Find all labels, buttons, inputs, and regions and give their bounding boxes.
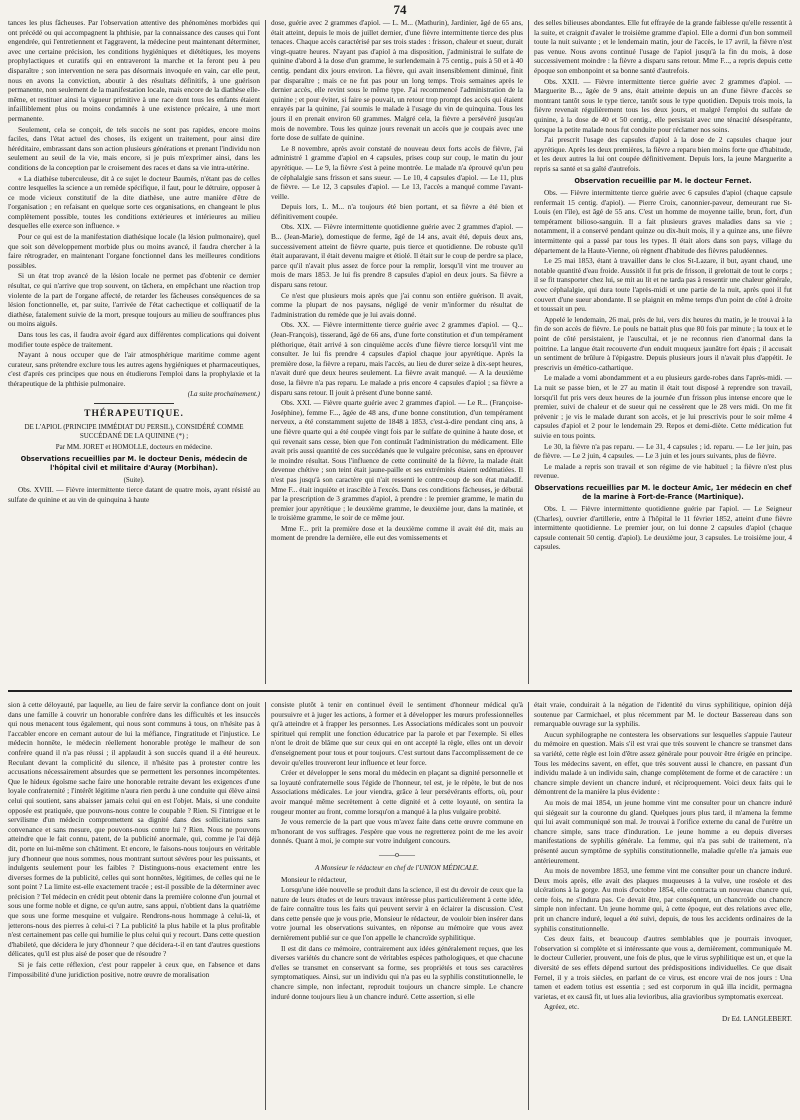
paragraph: Au mois de mai 1854, un jeune homme vint me consulter pour un chancre induré qui siégeait sur la couronne du gland. Quelques jours plus tard, il m'amena la femme qui lui avait communiqué son mal. Je trouvai à l'orifice externe du canal de l'urètre un chancre simple, sans trace d'induration. Le jeune homme a eu depuis diverses manifestations de syphilis générale. La femme, qui n'a pas subi de traitement, n'a présenté aucun symptôme de syphilis constitutionnelle, maladie qu'elle n'a jamais eue antérieurement. (534, 797, 792, 865)
paragraph: tances les plus fâcheuses. Par l'observation attentive des phénomènes morbides qui ont précédé ou qui accompagnent la phthisie, par la connaissance des causes qui l'ont engendrée, qui l'entretiennent et l'aggravent, la médecine peut maintenant déterminer, avec une certaine précision, les conditions hygiéniques et diététiques, les moyens prophylactiques et curatifs qui en entraveront la marche et la feront peu à peu disparaître ; son intervention ne sera pas désormais invoquée en vain, car elle peut, nous en avons la conviction, aboutir à des résultats définitifs, à une guérison permanente, non seulement de la manifestation locale, mais encore de la diathèse elle-même, et restituer ainsi la vigueur primitive à une race dont tous les enfants étaient infailliblement plus ou moins condamnés à une existence précaire, à une mort permanente. (8, 18, 260, 123)
paragraph: N'ayant à nous occuper que de l'air atmosphérique maritime comme agent curateur, sans prétendre exclure tous les autres agens hygiéniques et pharmaceutiques, c'est d'après ces principes que nous en étudierons l'emploi dans la prophylaxie et la thérapeutique de la phthisie pulmonaire. (8, 350, 260, 388)
closing: Agréez, etc. (544, 1002, 580, 1012)
paragraph: Créer et développer le sens moral du médecin en plaçant sa dignité personnelle et sa loyauté confraternelle sous l'égide de l'honneur, tel est, je le répète, le but de nos Associations médicales. Le jour viendra, grâce à leur persévérants efforts, où, pour avoir manqué même secrètement à cette dignité et à cette loyauté, on sentira la rougeur monter au front, comme lorsqu'on a manqué à la plus vulgaire probité. (271, 768, 523, 816)
paragraph: « La diathèse tuberculeuse, dit à ce sujet le docteur Baumès, n'étant pas de celles contre lesquelles la science a un remède spécifique, il faut, pour le détruire, opposer à ce mode vicieux constitutif de la dite diathèse, une autre manière d'être de l'organisation ; en refaisant en quelque sorte ces organisations, en changeant le plus complètement possible, toutes les conditions extérieures et intérieures au milieu desquelles elle exerce son influence. » (8, 173, 260, 231)
paragraph: consiste plutôt à tenir en continuel éveil le sentiment d'honneur médical qu'à poursuivre et à juger les actions, à former et à développer les mœurs professionnelles qu'à atteindre et à frapper les personnes. Les Associations médicales sont un pouvoir spirituel qui remplit une fonction éducatrice par la parole et par l'exemple. Si elles n'ont le droit de blâme que sur ceux qui en ont accepté la règle, elles ont un devoir d'enseignement pour tous et pour toujours. C'est surtout dans l'accomplissement de ce devoir qu'elles trouveront leur influence et leur force. (271, 700, 523, 767)
paragraph: Obs. — Fièvre intermittente tierce guérie avec 6 capsules d'apiol (chaque capsule renfermait 15 centig. d'apiol). — Pierre Croix, canonnier-paveur, demeurant rue St-Louis (en l'île), est âgé de 55 ans. C'est un homme de moyenne taille, brun, fort, d'un tempérament bilioso-sanguin. Il a fait plusieurs graves maladies dans sa vie ; notamment, il a conservé pendant quinze ou dix-huit mois, il y a quinze ans, une fièvre intermittente qui a passé par tous les types. Il était alors dans son pays, village du département de la Haute-Vienne, où règnent d'habitude des fièvres paludéennes. (534, 188, 792, 255)
paragraph: Obs. XXII. — Fièvre intermittente tierce guérie avec 2 grammes d'apiol. — Marguerite B..., âgée de 9 ans, était atteinte depuis un an d'une fièvre d'accès se montrant tantôt sous le type tierce, tantôt sous le type quotidien. Depuis trois mois, la fièvre revenait régulièrement tous les deux jours, et malgré l'emploi du sulfate de quinine, à la dose de 40 et 50 centig., elle persistait avec une ténacité désespérante, lorsque la petite malade nous fut conduite pour réclamer nos soins. (534, 76, 792, 134)
column-4 (8, 700, 260, 1112)
salutation: Monsieur le rédacteur, (281, 874, 347, 884)
paragraph: Obs. XX. — Fièvre intermittente tierce guérie avec 2 grammes d'apiol. — Q... (Jean-François), tisserand, âgé de 66 ans, d'une forte constitution et d'un tempérament pléthorique, était arrivé à son cinquième accès d'une fièvre tierce lorsqu'il vint me consulter. Je lui fis prendre 4 capsules d'apiol chaque jour apyrétique. Après la première dose, la fièvre a reparu, mais l'accès, au lieu de durer seize à dix-sept heures, n'avait duré que deux heures seulement. La fièvre avait manqué. — A la deuxième dose, la fièvre n'a pas reparu. Le malade a pris encore 4 capsules d'apiol ; sa fièvre a disparu sans retour. Il jouit à présent d'une bonne santé. (271, 320, 523, 397)
observations-heading: Observations recueillies par M. le docteur Denis, médecin de l'hôpital civil et militaire d'Auray (Morbihan). (20, 455, 248, 472)
page-number: 74 (393, 2, 407, 17)
suite-label: (Suite). (123, 475, 145, 484)
column-1 (8, 18, 260, 684)
to-be-continued: (La suite prochainement.) (187, 389, 260, 398)
paragraph: Ces deux faits, et beaucoup d'autres semblables que je pourrais invoquer, l'observation si complète et si intéressante que vous a, dernièrement, communiquée M. le docteur Cullerier, prouvent, une fois de plus, que le virus syphilitique est un, et que la diversité de ses effets dépend surtout des prédispositions individuelles. Ce que disait Fernel, il y a trois siècles, en parlant de ce virus, est encore vrai de nos jours : Una tamen et eadem totius est essentia ; sed est corporum in quâ illa incidit, permagna varietas, et ex causâ fit, ut lues alia levioribus, alia gravioribus symptomatis exerceat. (534, 934, 792, 1001)
column-divider (528, 20, 529, 684)
column-5 (271, 700, 523, 1112)
signature: Dr Ed. LANGLEBERT. (722, 1014, 792, 1023)
paragraph: Seulement, cela se conçoit, de tels succès ne sont pas rapides, encore moins faciles, dans l'état actuel des choses, ils exigent un traitement, pour ainsi dire héréditaire, embrassant dans son action plusieurs générations et prenant l'individu non seulement au seuil de la vie, mais encore, si je puis m'exprimer ainsi, dans les conditions de la conception par le croisement des races et dans sa vie intra-utérine. (8, 124, 260, 172)
column-6 (534, 700, 792, 1112)
paragraph: Il est dit dans ce mémoire, contrairement aux idées généralement reçues, que les diverses variétés du chancre sont de véritables espèces pathologiques, et que chacune d'elles se transmet en conservant sa forme, ses propriétés et tous ses caractères symptomatiques. Ainsi, sur un individu qui n'a pas eu la syphilis constitutionnelle, le chancre simple, non infectant, reproduit toujours un chancre simple. Le chancre induré donne toujours lieu à un chancre induré. Cette assertion, si elle (271, 943, 523, 1001)
paragraph: Obs. I. — Fièvre intermittente quotidienne guérie par l'apiol. — Le Seigneur (Charles), ouvrier d'artillerie, entre à l'hôpital le 11 février 1852, atteint d'une fièvre intermittente quotidienne. Le premier jour, on lui donne 2 capsules d'apiol (chaque capsule contenait 50 centig. d'apiol). Le deuxième jour, 3 capsules. Le troisième jour, 4 capsules. (534, 504, 792, 552)
paragraph: Appelé le lendemain, 26 mai, près de lui, vers dix heures du matin, je le trouvai à la fin de son accès de fièvre. Le pouls ne battait plus que 80 fois par minute ; la toux et le point de côté persistaient, je l'auscultai, et je ne reconnus rien d'anormal dans la poitrine. La langue était recouverte d'un enduit muqueux jaunâtre fort épais ; il accusait un sentiment de brûlure à l'épigastre. Depuis plusieurs jours il n'avait plus d'appétit. Je prescrivis un émético-cathartique. (534, 314, 792, 372)
column-divider (265, 20, 266, 684)
column-3 (534, 18, 792, 684)
paragraph: Pour ce qui est de la manifestation diathésique locale (la lésion pulmonaire), quel que soit son développement morbide plus ou moins avancé, il faudra chercher à la faire rétrograder, en maintenant l'organe fonctionnel dans les meilleures conditions possibles. (8, 232, 260, 270)
section-divider (8, 690, 792, 692)
divider (94, 403, 174, 404)
paragraph: Le malade a vomi abondamment et a eu plusieurs garde-robes dans l'après-midi. — La nuit se passe bien, et le 27 au matin il était tout disposé à reprendre son travail, lorsqu'il fut pris vers deux heures de la journée d'un frisson plus intense encore que le premier, suivi de chaleur et de sueur qui ne cessèrent que le 28 vers midi. On me fit prévenir ; je vis le malade durant son accès, et je lui prescrivis pour le soir même 4 capsules d'apiol et 2 pour le lendemain 29. Repos et demi-diète. Cette médication fut suivie en tous points. (534, 373, 792, 440)
paragraph: Obs. XXI. — Fièvre quarte guérie avec 2 grammes d'apiol. — Le R... (Françoise-Joséphine), femme F..., âgée de 48 ans, d'une bonne constitution, d'un tempérament nerveux, a été constamment sujette de 1848 à 1853, c'est-à-dire pendant cinq ans, à une fièvre quarte qui a été coupée vingt fois par le sulfate de quinine à haute dose, et qui revenait sans cesse, bien que l'on continuât l'administration du médicament. Elle avait pris aussi quantité de ces succédanés que le vulgaire préconise, sans en éprouver le moindre résultat. Sous l'influence de cette continuité de la fièvre, la malade était devenue chétive ; son teint était jaune-paille et ses extrémités étaient œdématiées. Il n'est pas jusqu'à son caractère qui n'ait ressenti le contre-coup de son état maladif. Mme F... était inquiète et irascible à l'excès. Dans ces conditions fâcheuses, je débutai par la prescription de 3 grammes d'apiol, à prendre : le premier gramme, le matin du premier jour apyrétique ; le deuxième gramme, le deuxième jour, dans la matinée, et le troisième gramme, le soir de ce même jour. (271, 398, 523, 523)
paragraph: Je vous remercie de la part que vous m'avez faite dans cette œuvre commune en m'honorant de vos suffrages. J'espère que vous ne regretterez point de me les avoir donnés. Quant à moi, je compte sur votre indulgent concours. (271, 817, 523, 846)
paragraph: des selles bilieuses abondantes. Elle fut effrayée de la grande faiblesse qu'elle ressentit à la suite, et craignit d'avaler le troisième gramme d'apiol. Elle a dormi d'un bon sommeil toute la nuit suivante ; et le lendemain matin, jour de l'accès, le 17 avril, la fièvre n'est pas venue. Nous avons continué l'usage de l'apiol jusqu'à la fin du mois, à dose successivement moindre : la fièvre a disparu sans retour. Mme F..., a repris depuis cette époque son embonpoint et sa bonne santé d'autrefois. (534, 18, 792, 75)
paragraph: sion à cette déloyauté, par laquelle, au lieu de faire servir la confiance dont on jouit dans une famille à couvrir un honorable confrère dans les difficultés et les insuccès qui nous menacent tous également, qui nous sont communs à tous, on n'hésite pas à l'accabler encore en cernant autour de lui la méfiance, l'ingratitude et l'injustice. Le médecin honnête, le médecin réellement honorable protège le malheur de son confrère quand il n'a pas réussi ; il applaudit à son succès quand il a été heureux. Reculant devant la complicité du silence, il n'hésite pas à protester contre les accusations nécessairement absurdes que se permettent les personnes incompétentes. Que le hideux égoïsme sache faire une honorable retraite devant les exigences d'une loyale confraternité ; l'intérêt légitime n'aura rien perdu à une conduite qui élève ainsi celui qui soutient, sans abaisser jamais celui qui en est l'objet. Mais, si une conduite opposée est pratiquée, que pouvons-nous contre le coupable ? Rien. Si l'intrigue et le servilisme d'un médecin compromettent sa dignité dans des sollicitations sans convenance et sans mesure, que pouvons-nous contre lui ? Rien. Nous ne pouvons atteindre que le fait connu, patent, de la publicité anormale, qui, comme je l'ai déjà dit, porte en lui-même son châtiment. Et encore, le faisons-nous toujours en véritable jury d'honneur que nous sommes, nous montrant surtout sévères pour les puissants, et indulgents seulement pour les faibles ? Distinguons-nous exactement entre les diverses formes de la publicité, celles qui sont honnêtes, légitimes, de celles qui ne le sont point ? La limite est-elle exactement tracée ; est-il possible de la déterminer avec précision ? Tel médecin en crédit peut obtenir dans la première colonne d'un journal et sous une forme noble et digne, ce qu'un autre, sans appui, n'obtient dans la quatrième que sous une forme mesquine et vulgaire. Rendrons-nous hommage à celui-là, et jetterons-nous des pierres à celui-ci ? La publicité la plus habile et la plus profitable n'est certainement pas celle qui humilie le plus celui qui y recourt. Dans cette question d'habileté, que décidera le jury d'honneur ? que décidera-t-il en tant d'autres questions délicates, qu'il est plus aisé de poser que de résoudre ? (8, 700, 260, 959)
observation-heading: Observation recueillie par M. le docteur Fernet. (574, 176, 752, 185)
paragraph: Le 8 novembre, après avoir constaté de nouveau deux forts accès de fièvre, j'ai administré 1 gramme d'apiol en 4 capsules, prises coup sur coup, le matin du jour apyrétique. — Le 9, la fièvre s'est à peine montrée. Le malade n'a éprouvé qu'un peu de céphalalgie sans frisson et sans sueur. — Le 10, 4 capsules d'apiol. — Le 11, plus de fièvre. — Le 12, 3 capsules d'apiol. — Le 13, l'accès a manqué comme l'avant-veille. (271, 143, 523, 201)
column-2 (271, 18, 523, 684)
paragraph: Le 30, la fièvre n'a pas reparu. — Le 31, 4 capsules ; id. reparu. — Le 1er juin, pas de fièvre. — Le 2 juin, 4 capsules. — Le 3 juin et les jours suivants, plus de fièvre. (534, 441, 792, 461)
paragraph: Dans tous les cas, il faudra avoir égard aux différentes complications qui doivent modifier toute espèce de traitement. (8, 330, 260, 349)
ornament-divider: ——o—— (379, 849, 415, 859)
paragraph: Si je fais cette réflexion, c'est pour rappeler à ceux que, en l'absence et dans l'impossibilité d'une juridiction positive, notre œuvre de moralisation (8, 960, 260, 979)
article-title: DE L'APIOL (PRINCIPE IMMÉDIAT DU PERSIL), CONSIDÉRÉ COMME SUCCÉDANÉ DE LA QUININE (*) ; (24, 422, 244, 440)
paragraph: était vraie, conduirait à la négation de l'identité du virus syphilitique, opinion déjà soutenue par Carmichael, et plus récemment par M. le docteur Bassereau dans son remarquable ouvrage sur la syphilis. (534, 700, 792, 729)
paragraph: Depuis lors, L. M... n'a toujours été bien portant, et sa fièvre a été bien et définitivement coupée. (271, 202, 523, 221)
paragraph: dose, guérie avec 2 grammes d'apiol. — L. M... (Mathurin), Jardinier, âgé de 65 ans, était atteint, depuis le mois de juillet dernier, d'une fièvre intermittente tierce des plus tenaces. Chaque accès caractérisé par ses trois stades : frisson, chaleur et sueur, durait vingt-quatre heures. N'ayant pas d'apiol à ma disposition, j'administrai le sulfate de quinine d'abord à la dose d'un gramme, le surlendemain à 75 centig., puis à 50 et à 40 centig. pendant dix jours environ. La fièvre, qui avait insensiblement diminué, finit par disparaître ; mais ce ne fut pas pour un long temps. Trois semaines après le dernier accès, elle revint sous le même type. J'ai recommencé l'administration de la quinine ; et pour éviter, si faire se pouvait, un retour trop prompt des accès qui étaient enrayés par la quinine, j'ai soumis le malade à l'usage du vin de quinquina. Tous les jours il en prenait environ 60 grammes. Malgré cela, la fièvre a persévéré jusqu'au mois de novembre. Tous les quinze jours revenait un accès que je coupais avec une forte dose de sulfate de quinine. (271, 18, 523, 143)
paragraph: Au mois de novembre 1853, une femme vint me consulter pour un chancre induré. Deux mois après, elle avait des plaques muqueuses à la vulve, une roséole et des ulcérations à la gorge. Au mois d'octobre 1854, elle contracta un nouveau chancre qui, cette fois, ne s'indura pas. Ce devait être, par conséquent, un chancroïde ou chancre simple non infectant. Un jeune homme qui, à cette époque, eut des relations avec elle, prit un chancre induré, lequel a été suivi, depuis, de tous les accidents ordinaires de la syphilis constitutionnelle. (534, 866, 792, 933)
observation-heading: Observations recueillies par M. le docteur Amic, 1er médecin en chef de la marine à Fort-de-France (Martinique). (534, 483, 792, 501)
column-divider (265, 702, 266, 1110)
paragraph: Si un état trop avancé de la lésion locale ne permet pas d'obtenir ce dernier résultat, ce qui n'arrive que trop souvent, on tâchera, en empêchant une réaction trop violente de la part de l'organe affecté, de retarder les fâcheuses conséquences de sa lésion fonctionnelle, et, par suite, l'arrivée de l'état cachectique et colliquatif de la diathèse, fatalement suivie de la mort, presque toujours au milieu de souffrances plus ou moins aiguës. (8, 271, 260, 329)
paragraph: Aucun syphilographe ne contestera les observations sur lesquelles s'appuie l'auteur du mémoire en question. Mais s'il est vrai que très souvent le chancre se transmet dans sa variété, cette règle est loin d'être assez générale pour pouvoir être érigée en principe. Tous les médecins savent, en effet, que très souvent aussi le chancre, en passant d'un individu malade à un individu sain, change complètement de forme et de caractère : un chancre simple devient un chancre induré, et réciproquement. Voici deux faits qui le démontrent de la manière la plus évidente : (534, 729, 792, 797)
paragraph: Obs. XIX. — Fièvre intermittente quotidienne guérie avec 2 grammes d'apiol. — B... (Jean-Marie), domestique de ferme, âgé de 14 ans, avait été, depuis deux ans, successivement atteint de fièvre quarte, puis tierce et quotidienne. De robuste qu'il était auparavant, il était devenu maigre et étiolé. Il était sur le coup de perdre sa place, parce qu'il n'avait plus assez de force pour la remplir, lorsqu'il vint me trouver au mois de mars 1853. Je lui fis prendre 8 capsules d'apiol en deux jours. Sa fièvre a disparu sans retour. (271, 222, 523, 290)
paragraph: Le malade a repris son travail et son régime de vie habituel ; la fièvre n'est plus revenue. (534, 461, 792, 481)
letter-heading: A Monsieur le rédacteur en chef de l'UNION MÉDICALE. (315, 863, 479, 872)
column-divider (528, 702, 529, 1110)
paragraph: Obs. XVIII. — Fièvre intermittente tierce datant de quatre mois, ayant résisté au sulfate de quinine et au vin de quinquina à haute (8, 485, 260, 504)
paragraph: Mme F... prit la première dose et la deuxième comme il avait été dit, mais au moment de prendre la dernière, elle eut des vomissements et (271, 523, 523, 543)
paragraph: Le 25 mai 1853, étant à travailler dans le clos St-Lazare, il but, ayant chaud, une notable quantité d'eau froide. Aussitôt il fut pris de frisson, il grelottait de tout le corps ; il se fit transporter chez lui, se mit au lit et ne tarda pas à ressentir une chaleur générale, avec céphalalgie, qui dura toute l'après-midi et une partie de la nuit, après quoi il fut couvert d'une sueur abondante. Il se plaignit en même temps d'un point de côté à droite et toussait un peu. (534, 256, 792, 314)
paragraph: Lorsqu'une idée nouvelle se produit dans la science, il est du devoir de ceux que la nature de leurs études et de leurs travaux intéresse plus particulièrement à cette idée, de faire connaître tous les faits qui peuvent servir à en éclairer la discussion. C'est dans cette pensée que je vous prie, Monsieur le rédacteur, de vouloir bien insérer dans votre journal les observations suivantes, en réponse au mémoire que vous avez dernièrement publié sur ce que l'on appelle le chancroïde syphilitique. (271, 885, 523, 943)
paragraph: Ce n'est que plusieurs mois après que j'ai connu son entière guérison. Il avait, comme la plupart de nos paysans, négligé de venir m'informer du résultat de l'administration du remède que je lui avais donné. (271, 290, 523, 319)
paragraph: J'ai prescrit l'usage des capsules d'apiol à la dose de 2 capsules chaque jour apyrétique. Après les deux premières, la fièvre a reparu bien moins forte que d'habitude, et les deux autres la lui ont coupée définitivement. Depuis lors, la jeune Marguerite a repris sa santé et sa gaîté d'autrefois. (534, 135, 792, 173)
section-title: THÉRAPEUTIQUE. (84, 409, 184, 420)
article-authors: Par MM. JORET et HOMOLLE, docteurs en médecine. (55, 442, 213, 451)
